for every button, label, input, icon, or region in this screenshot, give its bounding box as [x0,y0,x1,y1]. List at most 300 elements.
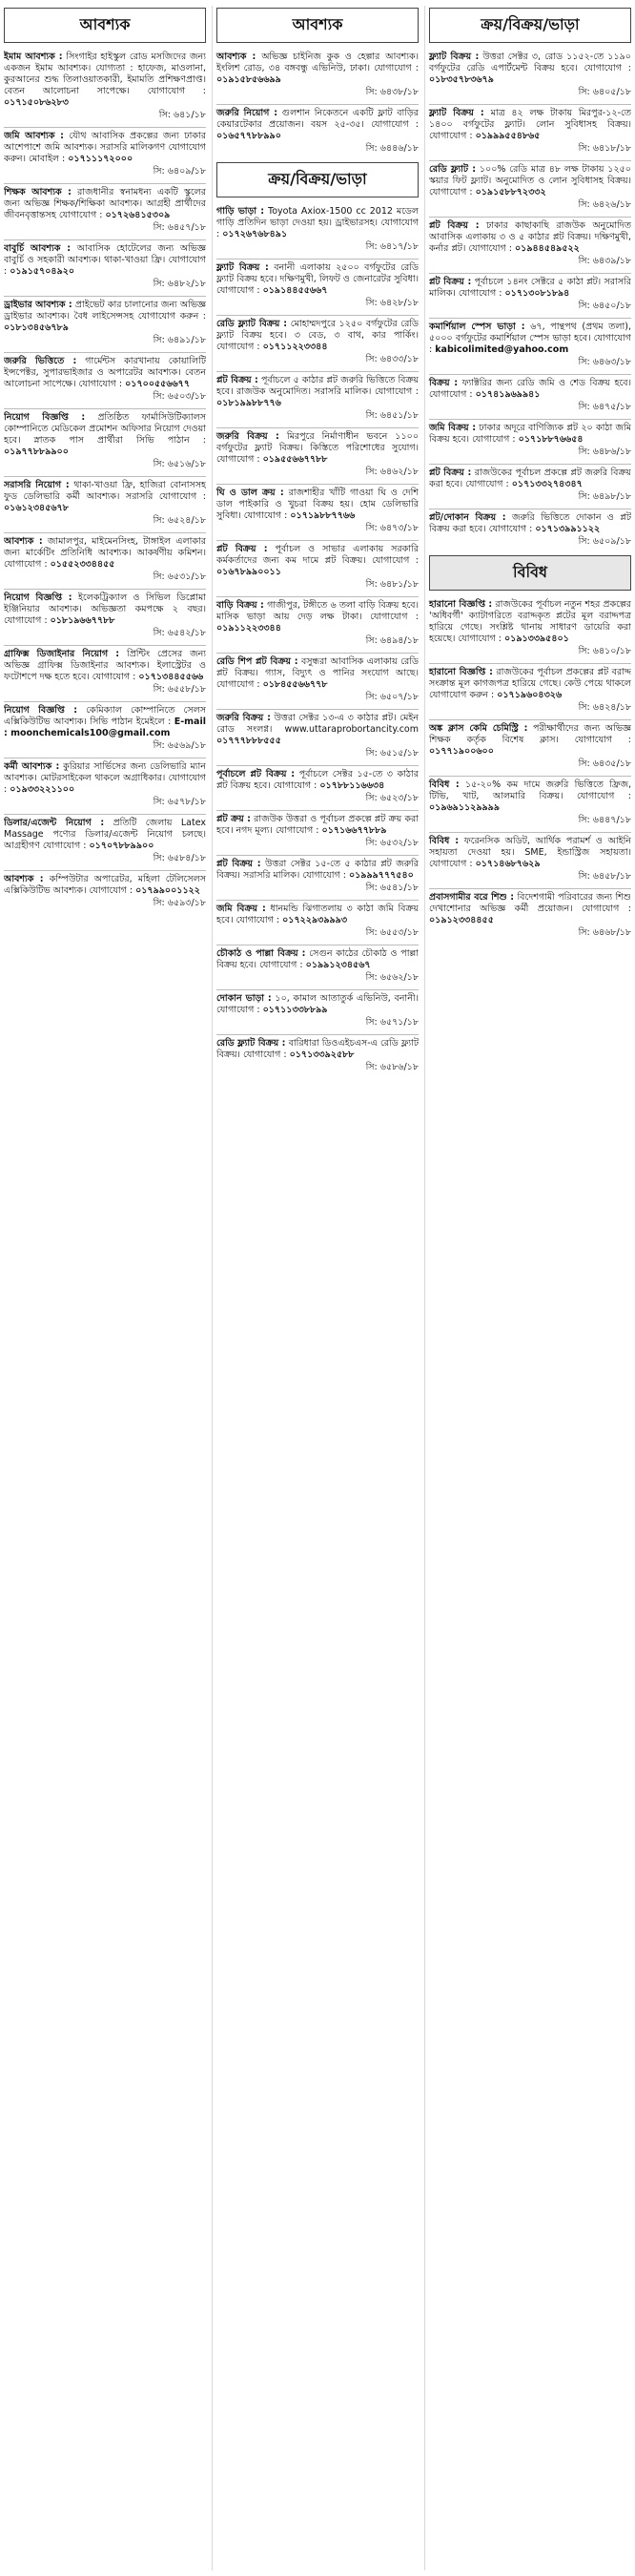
ad-body: প্রাইভেট কার চালানোর জন্য অভিজ্ঞ ড্রাইভার আবশ্যক। বৈধ লাইসেন্সসহ যোগাযোগ করুন : [4,300,206,322]
ad-reference-code: সি: ৬৪৮২/১৮ [153,279,206,289]
ad-contact: ০১৭১৯৬০৪৩২৬ [497,690,563,700]
ad-body: মোহাম্মদপুরে ১২৫০ বর্গফুটের রেডি ফ্ল্যাট বিক্রয় হবে। ৩ বেড, ৩ বাথ, কার পার্কিং। যোগাযোগ : [216,319,419,352]
classifieds-column [212,6,419,2570]
ad-body: কম্পিউটার অপারেটর, মহিলা টেলিসেলস এক্সিকিউটিভ আবশ্যক। যোগাযোগ : [4,874,206,896]
ad-contact: ০১৯৯১২৩৪৫৬৭ [305,960,371,970]
ad-body: গুলশান নিকেতনে একটি ফ্লাট বাড়ির কেয়ারটেকার প্রয়োজন। বয়স ২৫-৩৫। যোগাযোগ : [216,108,419,130]
ad-heading: প্লট বিক্রয় : [216,544,268,554]
ad-body: মাত্র ৪২ লক্ষ টাকায় মিরপুর-১২-তে ১৪০০ বর্গফুটের ফ্ল্যাট। লোন সুবিধাসহ বিক্রয়। যোগাযোগ : [429,108,631,141]
ad-heading: শিক্ষক আবশ্যক : [4,187,72,197]
classified-ad [429,776,631,828]
ad-heading: প্লট ক্রয় : [216,814,251,824]
ad-text [429,599,631,645]
ad-reference-code: সি: ৬৪৯১/১৮ [153,335,206,345]
classified-ad [216,259,419,311]
ad-reference-code: সি: ৬৫১৬/১৮ [153,459,206,469]
ad-reference-code: সি: ৬৪৯৪/১৮ [365,635,419,646]
ad-contact: ০১৭১৬৬৭৭৮৮৯ [321,825,387,836]
ad-text [429,423,631,446]
ad-contact: ০১৭১১২২৩৩৪৪ [262,342,328,352]
section-header: আবশ্যক [216,8,419,43]
ad-contact: ০১৯৪৪৫৪৯৫২২ [514,243,580,254]
ad-contact: ০১৭২৬৪১৫৩০৯ [105,210,171,220]
ad-heading: কর্মী আবশ্যক : [4,761,60,772]
ad-contact: ০১৭১৩৩৯২৫৮৮ [289,1049,355,1060]
ad-reference-code: সি: ৬৫৩২/১৮ [365,838,419,848]
ad-reference-code: সি: ৬৫১৫/১৮ [365,748,419,758]
ad-body: ৬৭, পান্থপথ (প্রথম তলা), ৫০০০ বর্গফুটের কমার্শিয়াল স্পেস ভাড়া হবে। যোগাযোগ : [429,322,631,355]
ad-text [429,723,631,758]
classified-ad [4,408,206,472]
classified-ad [216,371,419,424]
ad-body: ধানমন্ডি ঝিগাতলায় ৩ কাঠা জমি বিক্রয় হবে। যোগাযোগ : [216,904,419,925]
ad-text [4,243,206,278]
ad-body: পূর্বাচল ও সাভার এলাকায় সরকারি কর্মকর্তাদের জন্য কম দামে প্লট বিক্রয়। যোগাযোগ : [216,544,419,566]
ad-body: রাজউকের পূর্বাচল প্রকল্পে প্লট জরুরি বিক্রয় করা হবে। যোগাযোগ : [429,467,631,489]
ad-text [4,761,206,796]
classified-ad [216,709,419,761]
ad-text [216,814,419,837]
ad-text [4,705,206,739]
ad-body: মিরপুরে নির্মাণাধীন ভবনে ১১০০ বর্গফুটের ফ্ল্যাট বিক্রয়। কিস্তিতে পরিশোধের সুযোগ। যোগাযোগ : [216,431,419,465]
classified-ad [216,900,419,941]
ad-contact: ০১৯১৫৮৮৭২৩৩২ [475,187,546,197]
classified-ad [429,217,631,269]
ad-reference-code: সি: ৬৫৯৩/১৮ [153,898,206,908]
ad-reference-code: সি: ৬৫৫৮/১৮ [153,684,206,695]
classified-ad [429,273,631,314]
ad-contact: ০১৮১৯৯৮৮৭৭৬ [216,398,281,408]
ad-reference-code: সি: ৬৪১৮/১৮ [578,143,631,154]
ad-body: জামালপুর, মাইমেনসিংহ, টাঙ্গাইল এলাকার জন্য মার্কেটিং প্রতিনিধি আবশ্যক। আকর্ষণীয় কমিশন। যোগাযোগ : [4,536,206,570]
ad-body: গাজীপুর, টঙ্গীতে ৬ তলা বাড়ি বিক্রয় হবে। মাসিক ভাড়া আয় দেড় লক্ষ টাকা। যোগাযোগ : [216,600,419,622]
ad-body: ইলেকট্রিক্যাল ও সিভিল ডিপ্লোমা ইঞ্জিনিয়ার আবশ্যক। অভিজ্ঞতা কমপক্ষে ২ বছর। যোগাযোগ : [4,592,206,626]
ad-heading: চৌকাঠ ও পাল্লা বিক্রয় : [216,948,306,959]
ad-heading: গ্রাফিক্স ডিজাইনার নিয়োগ : [4,649,120,659]
ad-reference-code: সি: ৬৪৫১/১৮ [365,410,419,421]
ad-reference-code: সি: ৬৫০৯/১৮ [578,536,631,547]
classified-ad [4,870,206,911]
ad-reference-code: সি: ৬৪৬৮/১৮ [578,927,631,938]
ad-reference-code: সি: ৬৪২৪/১৮ [578,702,631,713]
ad-body: কেমিক্যাল কোম্পানিতে সেলস এক্সিকিউটিভ আবশ্যক। সিভি পাঠান ইমেইলে : [4,705,206,727]
classified-ad [429,374,631,415]
ad-contact: ০১৬৫৭৭৮৮৯৯০ [216,131,281,141]
classified-ad [4,645,206,697]
classified-ad [4,296,206,348]
ad-reference-code: সি: ৬৪৯৮/১৮ [578,491,631,502]
ad-text [216,431,419,466]
classified-ad [216,51,419,100]
ad-heading: জরুরি ভিত্তিতে : [4,356,77,366]
classified-ad [216,484,419,536]
section-header: বিবিধ [429,555,631,591]
ad-contact: ০১৯১২৩৩৪৪৫৫ [429,915,494,925]
ad-contact: ০১৭১৯৮৮৭৭৬৬ [290,510,356,521]
ad-contact: ০১৭১১৩৩৮৮৯৯ [262,1005,328,1015]
ad-heading: প্লট বিক্রয় : [216,859,261,869]
ad-heading: প্লট বিক্রয় : [429,467,472,478]
classified-ad [216,540,419,592]
classified-ad [216,205,419,255]
classified-ad [429,318,631,370]
ad-heading: অঙ্ক ক্লাস কেমি চেমিস্ট্রি : [429,723,528,734]
ad-heading: জরুরি নিয়োগ : [216,108,278,118]
ad-contact: ০১৭৯৯০০১১২২ [135,885,200,896]
ad-heading: নিয়োগ বিজ্ঞপ্তি : [4,412,86,423]
ad-reference-code: সি: ৬৫৭১/১৮ [365,1017,419,1028]
ad-heading: জমি আবশ্যক : [4,131,64,141]
ad-text [4,131,206,165]
ad-contact: ০১৭১৩৩২৭৪৩৪৭ [511,479,583,489]
ad-reference-code: সি: ৬৪৩৯/১৮ [578,256,631,266]
ad-contact: ০১৯৬৯১১২৯৯৯৯ [429,802,501,813]
ad-reference-code: সি: ৬৫৪২/১৮ [153,628,206,638]
ad-text [216,375,419,409]
ad-contact: ০১৭০০৫৫৬৬৭৭ [125,379,191,389]
ad-body: রাজউকের পূর্বাচল প্রকল্পের প্লট বরাদ্দ সংক্রান্ত মূল কাগজপত্র হারিয়ে গেছে। কেউ পেয়ে থাকলে যোগাযোগ করুন : [429,667,631,700]
ad-contact: ০১৭৭৭৮৮৮৫৫৫ [216,736,281,746]
ad-reference-code: সি: ৬৫৩১/১৮ [153,571,206,582]
ad-text [4,187,206,221]
ad-contact: ০১৯১৩৩৯৫৪০১ [503,634,569,644]
ad-contact: ০১৫৫২৩৩৪৪৫৫ [50,559,115,570]
classified-ad [4,183,206,236]
ad-body: বারিধারা ডিওএইচএস-এ রেডি ফ্ল্যাট বিক্রয়। যোগাযোগ : [216,1038,419,1060]
ad-text [429,164,631,198]
ad-body: ফরেনসিক অডিট, আর্থিক পরামর্শ ও আইনি সহায়তা দেওয়া হয়। SME, ইন্ডাস্ট্রিজ সহায়তা। যোগাযোগ : [429,836,631,869]
ad-heading: আবশ্যক : [4,874,44,884]
ad-text [4,536,206,571]
ad-body: ঢাকার অদূরে বাণিজ্যিক প্লট ২০ কাঠা জমি বিক্রয় হবে। যোগাযোগ : [429,423,631,445]
ad-text [429,667,631,701]
ad-body: প্রতিটি জেলায় Latex Massage পণ্যের ডিলার/এজেন্ট নিয়োগ চলছে। আগ্রহীগণ যোগাযোগ : [4,818,206,851]
ad-text [429,836,631,870]
ad-heading: ইমাম আবশ্যক : [4,52,63,62]
classified-ad [429,598,631,659]
ad-reference-code: সি: ৬৪০৫/১৮ [578,87,631,97]
ad-text [429,467,631,490]
ad-contact: ০১৭১৪৬৮৭৬২৯ [475,859,541,869]
ad-body: উত্তরা সেক্টর ১৩-এ ৩ কাঠার প্লট। মেইন রোড সংলগ্ন। www.uttaraprobortancity.com [216,713,419,735]
ad-text [216,600,419,634]
classified-ad [216,427,419,480]
ad-text [216,544,419,578]
ad-body: ১০, কামাল আতাতুর্ক এভিনিউ, বনানী। যোগাযোগ : [216,993,419,1015]
ad-heading: রেডি ফ্ল্যাট বিক্রয় : [216,1038,286,1049]
ad-body: থাকা-খাওয়া ফ্রি, হাজিরা বোনাসসহ ফুড ডেলিভারি কর্মী আবশ্যক। সরাসরি যোগাযোগ : [4,480,206,502]
ad-reference-code: সি: ৬৪১৭/১৮ [365,241,419,252]
ad-body: প্রিন্টিং প্রেসের জন্য অভিজ্ঞ গ্রাফিক্স ডিজাইনার আবশ্যক। ইলাস্ট্রেটর ও ফটোশপে দক্ষ হতে হবে। যোগাযোগ : [4,649,206,682]
ad-body: গার্মেন্টস কারখানায় কোয়ালিটি ইন্সপেক্টর, সুপারভাইজার ও অপারেটর আবশ্যক। বেতন আলোচনা সাপেক্ষে। যোগাযোগ : [4,356,206,389]
classified-ad [4,701,206,754]
classified-ad [429,104,631,156]
ad-heading: প্লট বিক্রয় : [429,277,472,287]
classified-ad [216,1034,419,1075]
classified-ad [429,160,631,213]
ad-heading: ডিলার/এজেন্ট নিয়োগ : [4,818,105,828]
ad-text [429,378,631,401]
ad-reference-code: সি: ৬৫৬৯/১৮ [153,740,206,751]
classified-ad [216,855,419,896]
ad-heading: প্লট বিক্রয় : [216,375,258,385]
ad-body: সিংগাইর হাইস্কুল রোড মসজিদের জন্য একজন ইমাম আবশ্যক। যোগ্যতা : হাফেজ, মাওলানা, কুরআনের শুদ্ধ তিলাওয়াতকারী, ইমামতি প্রশিক্ষণপ্রাপ্ত। বেতন আলোচনা সাপেক্ষে। যোগাযোগ : [4,52,206,96]
ad-contact: ০১৯৯৯৫৫৪৮৬৫ [475,131,541,141]
ad-contact: ০১৭২২৯৩৯৯৯৩ [282,915,347,925]
ad-heading: সরাসরি নিয়োগ : [4,480,70,490]
ad-reference-code: সি: ৬৪১/১৮ [158,110,206,120]
classified-ad [216,989,419,1030]
ad-body: ফ্যাক্টরির জন্য রেডি জমি ও শেড বিক্রয় হবে। যোগাযোগ : [429,378,631,400]
ad-heading: গাড়ি ভাড়া : [216,206,265,217]
ad-text [216,52,419,86]
ad-body: পূর্বাচলে ১৪নং সেক্টরে ৫ কাঠা প্লট। সরাসরি মালিক। যোগাযোগ : [429,277,631,299]
ad-reference-code: সি: ৬৪৫৮/১৮ [578,871,631,882]
ad-heading: বিক্রয় : [429,378,459,388]
ad-text [429,322,631,356]
ad-heading: জমি বিক্রয় : [216,904,266,914]
ad-heading: পূর্বাচলে প্লট বিক্রয় : [216,769,296,779]
classified-ad [216,315,419,367]
ad-reference-code: সি: ৬৪২৬/১৮ [578,199,631,210]
ad-heading: জরুরি বিক্রয় : [216,713,271,723]
ad-body: কুরিয়ার সার্ভিসের জন্য ডেলিভারি ম্যান আবশ্যক। মোটরসাইকেল থাকলে অগ্রাধিকার। যোগাযোগ : [4,761,206,795]
ad-contact: ০১৯৯৯৭৭৭৫৪০ [348,870,414,881]
ad-text [216,713,419,747]
ad-text [216,904,419,926]
ad-heading: বিবিধ : [429,836,460,846]
ad-heading: ফ্ল্যাট বিক্রয় : [429,108,484,118]
classified-ad [429,419,631,460]
ad-body: রাজধানীর স্বনামধন্য একটি স্কুলের জন্য অভিজ্ঞ শিক্ষক/শিক্ষিকা আবশ্যক। আগ্রহী প্রার্থীদের জীবনবৃত্তান্তসহ যোগাযোগ : [4,187,206,220]
ad-reference-code: সি: ৬৫২৩/১৮ [365,793,419,803]
ad-contact: ০১৭১৩৯৯১১২২ [535,524,601,534]
ad-body: রাজউক উত্তরা ও পূর্বাচল প্রকল্পে প্লট ক্রয় করা হবে। নগদ মূল্য। যোগাযোগ : [216,814,419,836]
classified-ad [216,945,419,986]
ad-heading: দোকান ভাড়া : [216,993,272,1004]
ad-text [429,108,631,142]
ad-text [216,488,419,522]
ad-heading: ফ্ল্যাট বিক্রয় : [429,52,480,62]
ad-contact: ০১৬৭৮৯৯০০১১ [216,567,281,577]
ad-text [216,1038,419,1061]
ad-contact: ০১৭০৭৮৮৯৯০০ [89,841,154,851]
classified-ad [4,814,206,866]
ad-reference-code: সি: ৬৪৭৩/১৮ [365,523,419,533]
ad-reference-code: সি: ৬৫৬২/১৮ [365,972,419,983]
ad-reference-code: সি: ৬৫২৪/১৮ [153,515,206,526]
ad-heading: বিবিধ : [429,779,460,790]
classified-ad [429,888,631,941]
ad-reference-code: সি: ৬৪৩৩/১৮ [365,354,419,364]
classified-ad [216,765,419,806]
ad-heading: প্রবাসগামীর বরে শিশু : [429,892,515,903]
ad-contact: ০১৯১৫৭০৪৯২০ [10,266,75,277]
ad-body: ১০০% রেডি মাত্র ৪৮ লক্ষ টাকায় ১২৫০ স্কয়ার ফিট ফ্ল্যাট। অনুমোদিত ও লোন সুবিধাসহ বিক্রয়। যোগাযোগ : [429,164,631,197]
ad-text [216,948,419,971]
ad-heading: রেডি শিপ প্লট বিক্রয় : [216,656,298,667]
ad-heading: কমার্শিয়াল স্পেস ভাড়া : [429,322,525,332]
ad-reference-code: সি: ৬৪৬৩/১৮ [578,357,631,367]
ad-text [4,412,206,458]
ad-text [429,779,631,814]
ad-text [429,52,631,86]
ad-heading: ফ্ল্যাট বিক্রয় : [216,262,269,273]
ad-text [4,874,206,897]
ad-contact: ০১৭১৩৪৪৫৫৬৬ [138,672,204,682]
ad-body: রাজউকের পূর্বাচল নতুন শহর প্রকল্পের 'অধিবর্গী' ক্যাটাগরিতে বরাদ্দকৃত প্লটের মূল বরাদ্দপত্র হারিয়ে গেছে। সংশ্লিষ্ট থানায় সাধারণ ডায়েরি করা হয়েছে। যোগাযোগ : [429,599,631,644]
ad-reference-code: সি: ৬৫৮৬/১৮ [365,1062,419,1072]
ad-body: Toyota Axiox-1500 cc 2012 মডেল গাড়ি প্রতিদিন ভাড়া দেওয়া হয়। ড্রাইভারসহ। যোগাযোগ : [216,206,419,239]
ad-contact: ০১৭২৬৭৬৮৪৯১ [222,229,288,239]
ad-contact: ০১৮১৩৪৫৬৭৮৯ [4,322,69,333]
ad-contact: ০১৯৩৩২২১১০০ [10,784,75,795]
ad-reference-code: সি: ৬৫৫৩/১৮ [365,927,419,938]
classified-ad [216,810,419,851]
ad-reference-code: সি: ৬৪৪৭/১৮ [578,815,631,825]
ad-text [429,220,631,255]
ad-text [4,592,206,627]
ad-contact: kabicolimited@yahoo.com [435,344,569,355]
ad-text [216,206,419,240]
ad-body: পূর্বাচলে সেক্টর ১৫-তে ৩ কাঠার প্লট বিক্রয় হবে। যোগাযোগ : [216,769,419,791]
ad-reference-code: সি: ৬৪৩৫/১৮ [578,758,631,769]
ad-heading: জরুরি বিক্রয় : [216,431,279,442]
ad-text [216,262,419,297]
ad-heading: রেডি ফ্ল্যাট : [429,164,477,175]
ad-text [216,319,419,353]
ad-body: বনানী এলাকায় ২৫০০ বর্গফুটের রেডি ফ্ল্যাট বিক্রয় হবে। দক্ষিণমুখী, লিফট ও জেনারেটর সুবিধা। যোগাযোগ : [216,262,419,296]
ad-heading: ঘি ও ডাল ক্রয় : [216,488,284,498]
ad-contact: ০১৭১৩০৮১৮৯৪ [504,288,570,299]
ad-reference-code: সি: ৬৪৭৫/১৮ [578,402,631,412]
classified-ad [216,104,419,156]
ad-contact: ০১৭১৮৮৭৬৬৫৪ [518,434,584,445]
ad-body: অভিজ্ঞ চাইনিজ কুক ও হেল্পার আবশ্যক। ইংলিশ রোড, ৩৪ বঙ্গবন্ধু এভিনিউ, ঢাকা। যোগাযোগ : [216,52,419,73]
ad-body: জরুরি ভিত্তিতে দোকান ও প্লট বিক্রয় করা হবে। যোগাযোগ : [429,512,631,534]
ad-heading: প্লট বিক্রয় : [429,220,480,231]
ad-reference-code: সি: ৬৫৮৪/১৮ [153,853,206,863]
ad-reference-code: সি: ৬৪৮৬/১৮ [578,447,631,457]
ad-heading: রেডি ফ্ল্যাট বিক্রয় : [216,319,288,329]
ad-contact: ০১৬১২৩৪৫৬৭৮ [4,503,69,513]
classified-ad [429,509,631,550]
classified-ad [4,758,206,810]
ad-heading: বাড়ি বিক্রয় : [216,600,264,611]
ad-heading: আবশ্যক : [216,52,256,62]
ad-reference-code: সি: ৬৪৪৬/১৮ [365,143,419,154]
ad-reference-code: সি: ৬৫৪১/১৮ [365,883,419,893]
ad-heading: বাবুর্চি আবশ্যক : [4,243,72,254]
ad-body: বিদেশগামী পরিবারের জন্য শিশু দেখাশোনার অভিজ্ঞ কর্মী প্রয়োজন। যোগাযোগ : [429,892,631,914]
classified-ad [4,352,206,405]
classified-ad [4,476,206,529]
ad-body: ঢাকার কাছাকাছি রাজউক অনুমোদিত আবাসিক এলাকায় ৩ ও ৫ কাঠার প্লট বিক্রয়। দক্ষিণমুখী, কর্নার প্লট। যোগাযোগ : [429,220,631,254]
ad-body: উত্তরা সেক্টর ১৫-তে ৫ কাঠার প্লট জরুরি বিক্রয়। সরাসরি মালিক। যোগাযোগ : [216,859,419,881]
ad-text [4,649,206,683]
ad-heading: নিয়োগ বিজ্ঞপ্তি : [4,592,72,603]
ad-body: সেগুন কাঠের চৌকাঠ ও পাল্লা বিক্রয় হবে। যোগাযোগ : [216,948,419,970]
ad-heading: জমি বিক্রয় : [429,423,477,433]
ad-contact: ০১৮৪৫৫৬৬৭৭৮ [262,679,328,690]
ad-body: পূর্বাচলে ৫ কাঠার প্লট জরুরি ভিত্তিতে বিক্রয় হবে। রাজউক অনুমোদিত। সরাসরি মালিক। যোগাযোগ : [216,375,419,397]
ad-reference-code: সি: ৬৪৫০/১৮ [578,301,631,311]
ad-contact: ০১৭১৫০৮৬২৮৩ [4,97,69,108]
ad-text [4,300,206,334]
ad-heading: নিয়োগ বিজ্ঞপ্তি : [4,705,78,716]
ad-text [429,512,631,535]
ad-contact: ০১৭৪১৯৬৯৯৪১ [475,389,541,400]
section-header: ক্রয়/বিক্রয়/ভাড়া [429,8,631,43]
ad-contact: ০১৭১১১৭২০০০ [68,154,133,164]
ad-heading: হারানো বিজ্ঞপ্তি : [429,599,493,610]
ad-reference-code: সি: ৬৪৮১/১৮ [365,579,419,590]
ad-text [4,356,206,390]
classified-ad [4,532,206,585]
classified-ad [429,464,631,505]
classified-ad [429,832,631,884]
ad-contact: ০১৭৭১৯০০৬০০ [429,746,494,757]
ad-contact: ০১৯৫৫৬৬৭৭৮৮ [262,454,328,465]
classified-ad [4,127,206,179]
classified-ad [429,51,631,100]
ad-contact: E-mail : moonchemicals100@gmail.com [4,717,206,738]
ad-body: প্রতিষ্ঠিত ফার্মাসিউটিক্যালস কোম্পানিতে মেডিকেল প্রমোশন অফিসার নিয়োগ দেওয়া হবে। স্নাতক পাস প্রার্থীরা সিভি পাঠান : [4,412,206,446]
ad-reference-code: সি: ৬৪২৮/১৮ [365,298,419,308]
ad-text [216,859,419,882]
ad-contact: ০১৮৩৫৭৮৩৬৭৯ [429,74,494,85]
ad-text [4,480,206,514]
classified-ad [216,596,419,649]
section-header: আবশ্যক [4,8,206,43]
ad-reference-code: সি: ৬৫৭৮/১৮ [153,797,206,807]
ad-text [216,656,419,691]
ad-text [429,277,631,300]
ad-reference-code: সি: ৬৪৬২/১৮ [365,467,419,477]
classified-ad [4,589,206,641]
ad-heading: হারানো বিজ্ঞপ্তি : [429,667,493,677]
ad-text [429,892,631,926]
classified-ad [4,239,206,292]
ad-body: উত্তরা সেক্টর ৩, রোড ১১৫২-তে ১১৯০ বর্গফুটের রেডি এপার্টমেন্ট বিক্রয় হবে। যোগাযোগ : [429,52,631,73]
ad-text [216,108,419,142]
classified-ad [429,663,631,716]
ad-body: আবাসিক হোটেলের জন্য অভিজ্ঞ বাবুর্চি ও সহকারী আবশ্যক। থাকা-খাওয়া ফ্রি। যোগাযোগ : [4,243,206,277]
ad-text [4,818,206,852]
ad-contact: ০১৭৮৮১১৬৬৩৪ [319,780,385,791]
ad-body: পরীক্ষার্থীদের জন্য অভিজ্ঞ শিক্ষক কর্তৃক বিশেষ ক্লাস। যোগাযোগ : [429,723,631,745]
ad-reference-code: সি: ৬৪৩৮/১৮ [365,87,419,97]
ad-body: ১৫-২০% কম দামে জরুরি ভিত্তিতে ফ্রিজ, টিভি, খাট, আলমারি বিক্রয়। যোগাযোগ : [429,779,631,801]
ad-reference-code: সি: ৬৪০৯/১৮ [153,166,206,177]
ad-heading: প্লট/দোকান বিক্রয় : [429,512,506,523]
classified-ad [4,51,206,123]
ad-body: রাজশাহীর খাঁটি গাওয়া ঘি ও দেশি ডাল পাইকারি ও খুচরা বিক্রয় হয়। হোম ডেলিভারি সুবিধা। যোগাযোগ : [216,488,419,521]
ad-reference-code: সি: ৬৪৫৭/১৮ [153,222,206,233]
ad-contact: ০১৯১৫৮৫৬৬৯৯ [216,74,281,85]
classifieds-column [4,6,206,2570]
ad-reference-code: সি: ৬৫০৭/১৮ [365,692,419,702]
ad-body: যৌথ আবাসিক প্রকল্পের জন্য ঢাকার আশেপাশে জমি আবশ্যক। সরাসরি মালিকগণ যোগাযোগ করুন। মোবাইল : [4,131,206,164]
ad-contact: ০১৯৭৭৮৮৯৯০০ [4,447,69,457]
classifieds-column [424,6,631,2570]
ad-reference-code: সি: ৬৫০৩/১৮ [153,391,206,402]
classified-ad [429,719,631,772]
ad-heading: ড্রাইভার আবশ্যক : [4,300,72,310]
ad-heading: আবশ্যক : [4,536,43,547]
ad-body: বসুন্ধরা আবাসিক এলাকায় রেডি প্লট বিক্রয়। গ্যাস, বিদ্যুৎ ও পানির সংযোগ আছে। যোগাযোগ : [216,656,419,690]
ad-text [216,769,419,792]
